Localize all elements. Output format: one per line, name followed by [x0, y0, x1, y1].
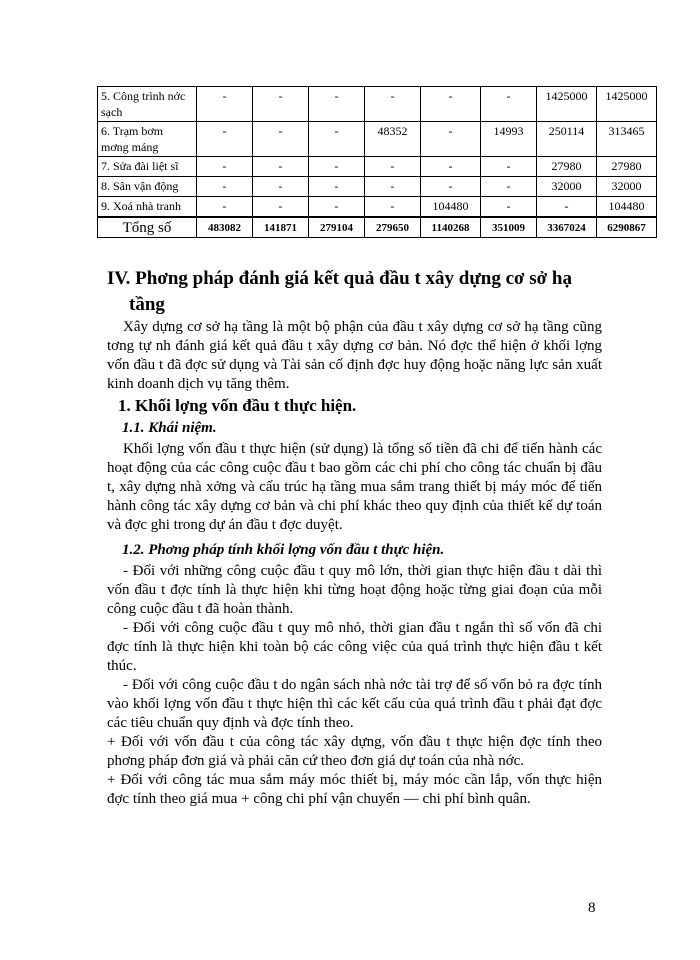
heading-1-1: 1.1. Khái niệm. — [122, 420, 217, 436]
heading-1: 1. Khối lợng vốn đầu t thực hiện. — [118, 396, 357, 415]
table-cell: - — [253, 157, 309, 177]
table-cell: 104480 — [421, 197, 481, 218]
table-cell: - — [481, 177, 537, 197]
table-cell: 7. Sửa đài liệt sĩ — [98, 157, 197, 177]
table-cell: 141871 — [253, 217, 309, 238]
table-cell: 483082 — [197, 217, 253, 238]
table-cell: - — [253, 122, 309, 157]
total-row — [98, 217, 657, 238]
list-item: - Đối với công cuộc đầu t do ngân sách nhà nớc tài trợ để số vốn bỏ ra đợc tính vào khối lợng vốn đầu t thực hiện thì các kết cấu của quá trình đầu t phải đạt đợc các tiêu chuẩn quy định và đợc tính theo. — [107, 677, 602, 731]
intro-paragraph: Xây dựng cơ sở hạ tầng là một bộ phận của đầu t xây dựng cơ sở hạ tầng cũng tơng tự nh đánh giá kết quả đầu t xây dựng cơ bản. Nó đợc thể hiện ở khối lợng vốn đầu t đã đợc sử dụng và Tài sản cố định đợc huy động hoặc năng lực sản xuất kinh doanh dịch vụ tăng thêm. — [107, 319, 602, 392]
heading-1-2: 1.2. Phơng pháp tính khối lợng vốn đầu t thực hiện. — [122, 542, 445, 558]
concept-paragraph: Khối lợng vốn đầu t thực hiện (sử dụng) là tổng số tiền đã chi để tiến hành các hoạt động của các công cuộc đầu t bao gồm các chi phí cho công tác chuẩn bị đầu t, xây dựng nhà xởng và cấu trúc hạ tầng mua sắm trang thiết bị máy móc để tiến hành công tác xây dựng cơ bản và chi phí khác theo quy định của thiết kế dự toán và đợc ghi trong dự án đầu t đợc duyệt. — [107, 441, 602, 533]
section-heading — [107, 266, 602, 318]
table-cell: 6290867 — [597, 217, 657, 238]
method-list — [107, 562, 602, 809]
table-cell: 104480 — [597, 197, 657, 218]
list-item: + Đối với công tác mua sắm máy móc thiết bị, máy móc cần lắp, vốn thực hiện đợc tính theo giá mua + công chi phí vận chuyển — chi phí bình quân. — [107, 772, 602, 807]
table-cell: - — [537, 197, 597, 218]
table-cell: 279104 — [309, 217, 365, 238]
table-cell: - — [197, 157, 253, 177]
table-cell: - — [309, 177, 365, 197]
table-cell: 1140268 — [421, 217, 481, 238]
table-row — [98, 177, 657, 197]
table-cell: 3367024 — [537, 217, 597, 238]
table-cell: 250114 — [537, 122, 597, 157]
table-cell: - — [421, 122, 481, 157]
table-cell: - — [253, 177, 309, 197]
concept-block — [107, 440, 602, 535]
table-cell: 351009 — [481, 217, 537, 238]
list-item: - Đối với những công cuộc đầu t quy mô lớn, thời gian thực hiện đầu t dài thì vốn đầu t đợc tính là thực hiện khi từng hoạt động hoặc từng giai đoạn của mỗi công cuộc đầu t đã hoàn thành. — [107, 563, 602, 617]
section-title-continuation: tầng — [129, 294, 165, 315]
section-title: IV. Phơng pháp đánh giá kết quả đầu t xây dựng cơ sở hạ — [107, 268, 572, 289]
table-cell: 32000 — [537, 177, 597, 197]
table-cell: 9. Xoá nhà tranh — [98, 197, 197, 218]
table-cell: - — [197, 197, 253, 218]
table-cell: 1425000 — [537, 87, 597, 122]
table-row — [98, 122, 657, 157]
table-cell: 6. Trạm bơm mơng máng — [98, 122, 197, 157]
table-cell: 27980 — [597, 157, 657, 177]
intro-block — [107, 318, 602, 394]
table-row — [98, 87, 657, 122]
table-cell: - — [365, 87, 421, 122]
table-cell: - — [421, 157, 481, 177]
table-cell: - — [309, 122, 365, 157]
table-cell: - — [253, 87, 309, 122]
table-cell: - — [365, 177, 421, 197]
list-item: - Đối với công cuộc đầu t quy mô nhỏ, thời gian đầu t ngắn thì số vốn đã chi đợc tính là thực hiện khi toàn bộ các công việc của quá trình thực hiện đầu t kết thúc. — [107, 620, 602, 674]
table-cell: - — [197, 122, 253, 157]
table-cell: - — [421, 177, 481, 197]
table-cell: - — [197, 177, 253, 197]
table-cell: - — [309, 157, 365, 177]
total-label: Tổng số — [98, 217, 197, 238]
table-cell: 32000 — [597, 177, 657, 197]
table-cell: 5. Công trình nớc sạch — [98, 87, 197, 122]
table-cell: - — [481, 87, 537, 122]
table-cell: - — [365, 157, 421, 177]
table-cell: - — [309, 197, 365, 218]
table-cell: - — [197, 87, 253, 122]
list-item: + Đối với vốn đầu t của công tác xây dựng, vốn đầu t thực hiện đợc tính theo phơng pháp đơn giá và phải căn cứ theo đơn giá dự toán của nhà nớc. — [107, 734, 602, 769]
table-cell: - — [253, 197, 309, 218]
table-cell: - — [365, 197, 421, 218]
investment-table — [97, 86, 657, 238]
table-cell: - — [481, 197, 537, 218]
page-number: 8 — [588, 900, 596, 916]
table-cell: - — [481, 157, 537, 177]
table-cell: - — [309, 87, 365, 122]
table-cell: 48352 — [365, 122, 421, 157]
table-cell: 1425000 — [597, 87, 657, 122]
table-cell: 279650 — [365, 217, 421, 238]
table-row — [98, 197, 657, 218]
table-cell: 27980 — [537, 157, 597, 177]
table-cell: 8. Sân vận động — [98, 177, 197, 197]
table-cell: - — [421, 87, 481, 122]
table-cell: 14993 — [481, 122, 537, 157]
table-row — [98, 157, 657, 177]
table-cell: 313465 — [597, 122, 657, 157]
